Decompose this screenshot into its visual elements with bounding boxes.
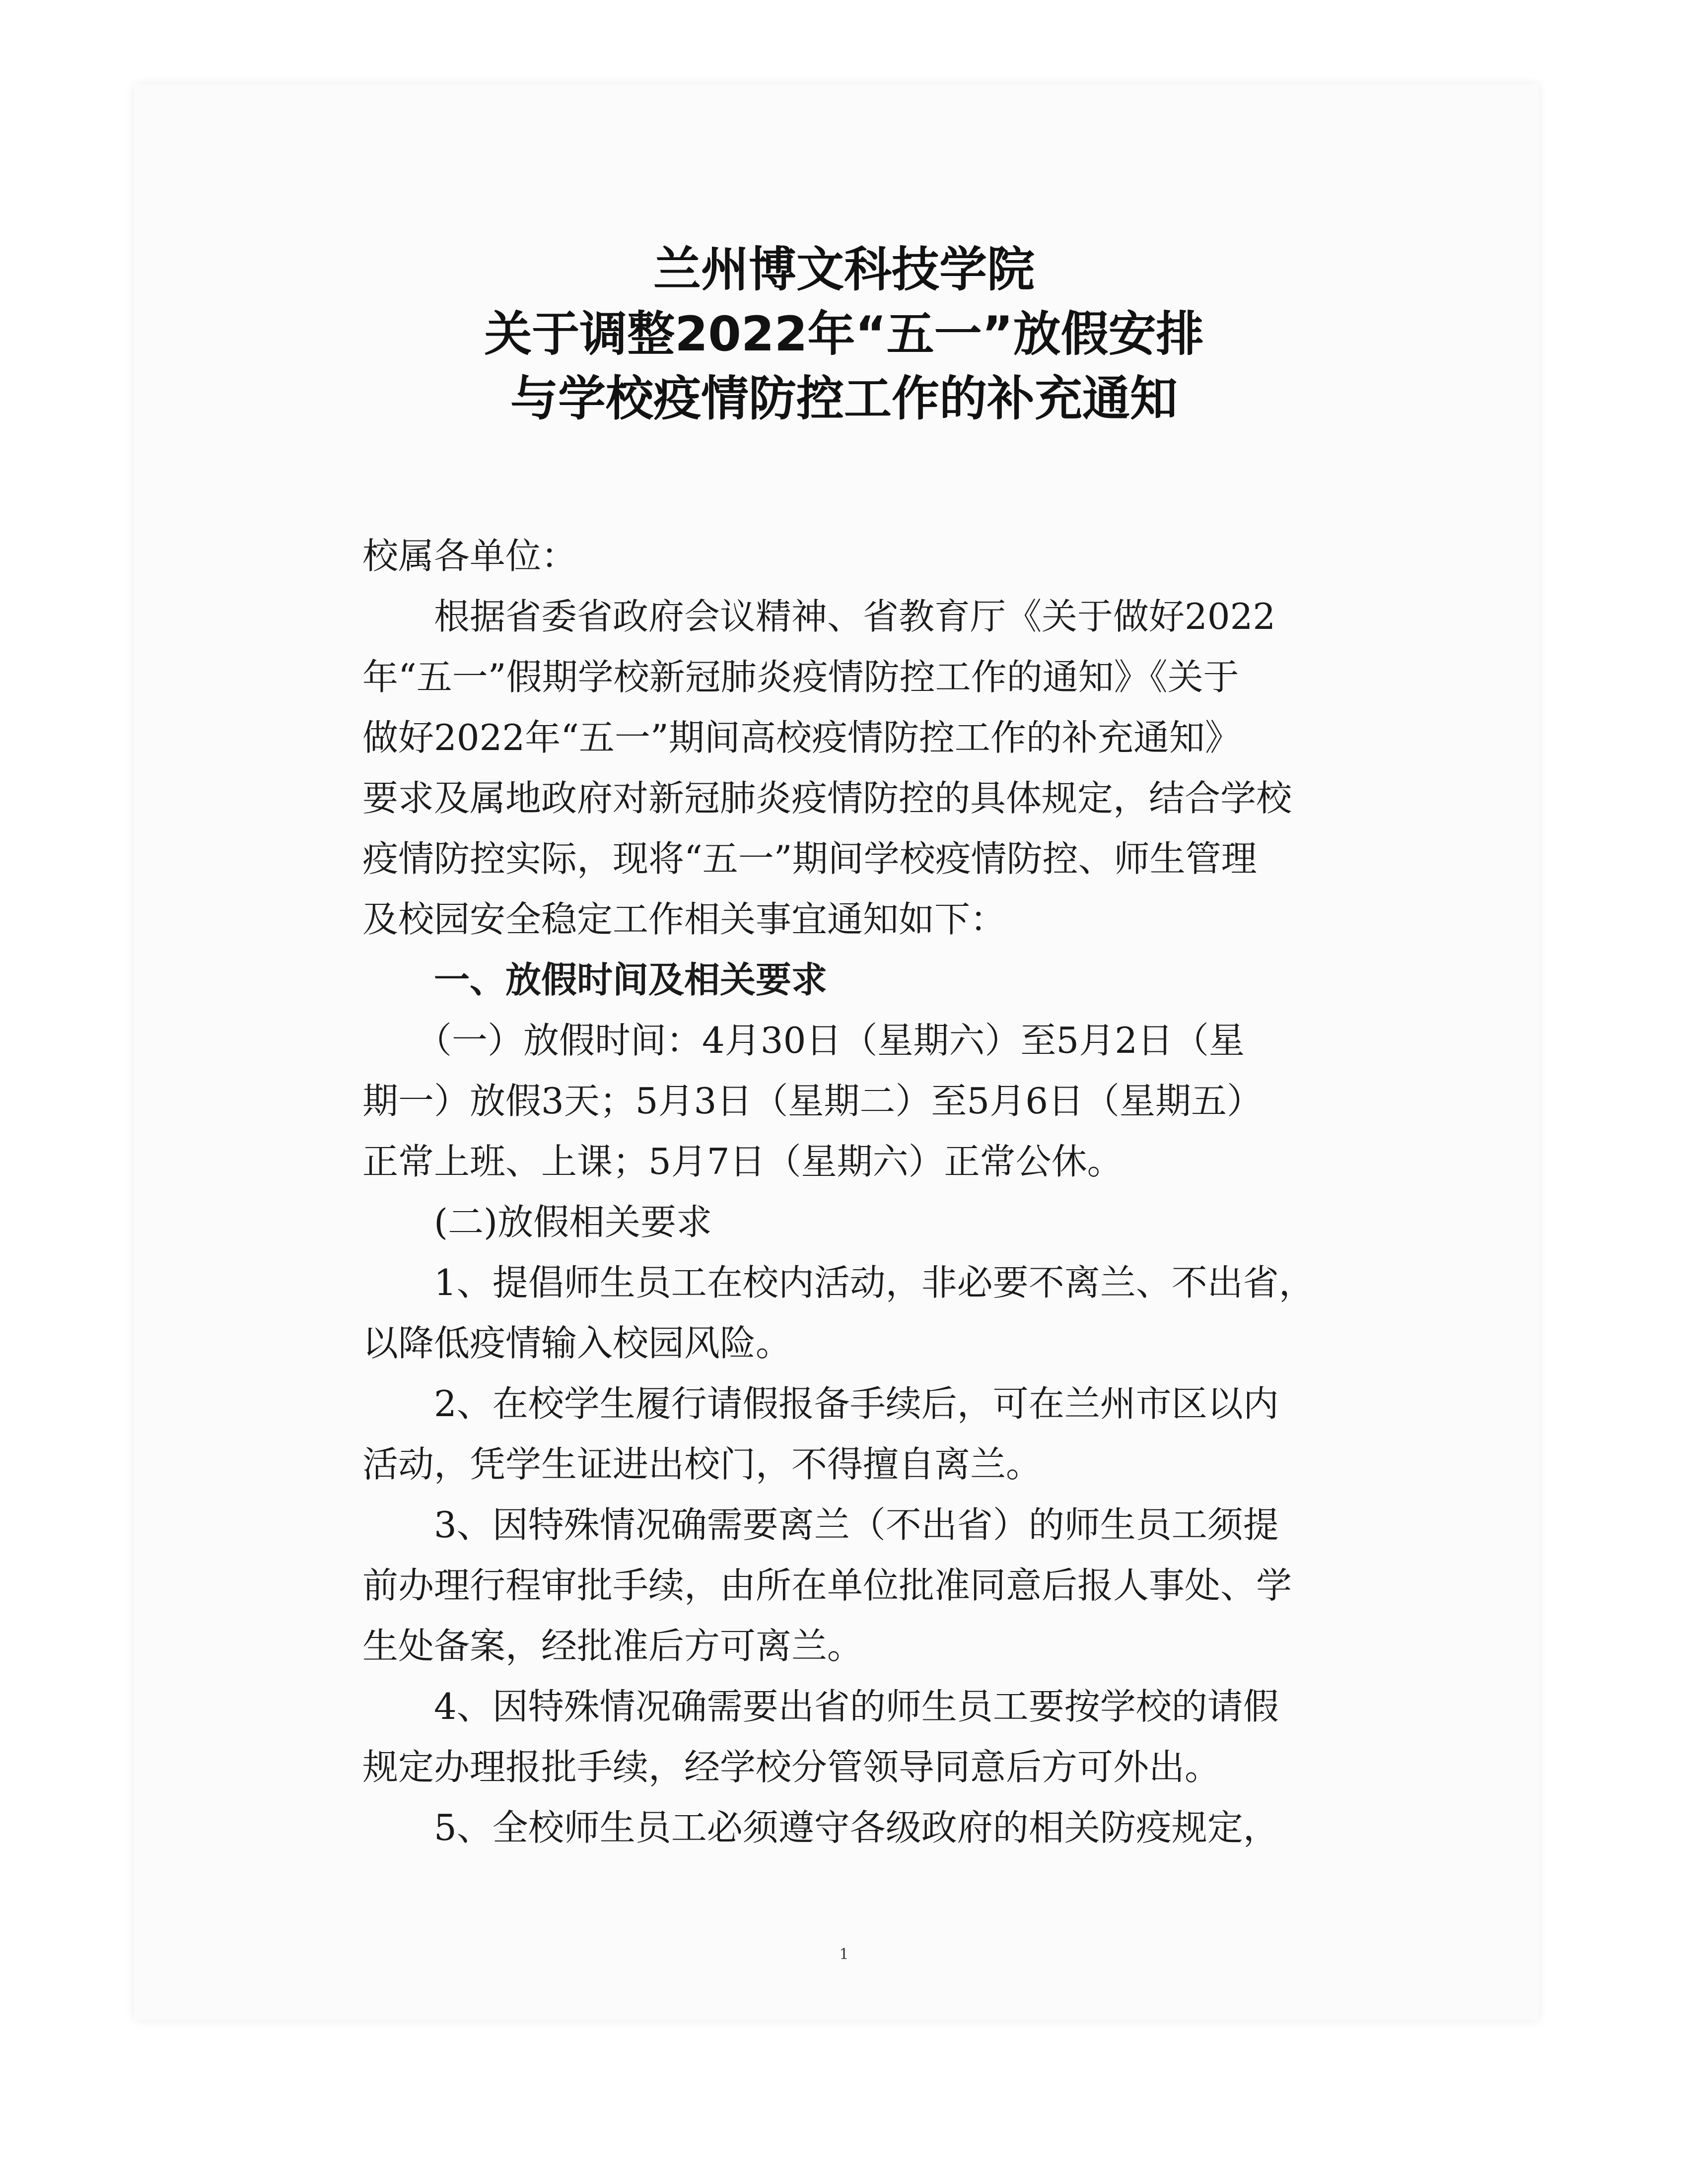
item-line: 5、全校师生员工必须遵守各级政府的相关防疫规定，	[362, 1807, 1279, 1848]
item-line: 4、因特殊情况确需要出省的师生员工要按学校的请假	[362, 1686, 1279, 1727]
intro-line: 做好2022年“五一”期间高校疫情防控工作的补充通知》	[362, 717, 1241, 758]
title-line-2: 关于调整2022年“五一”放假安排	[484, 306, 1204, 362]
item-line: 活动，凭学生证进出校门，不得擅自离兰。	[362, 1443, 1042, 1485]
sub1-line: （一）放假时间：4月30日（星期六）至5月2日（星	[362, 1020, 1245, 1061]
item-line: 规定办理报批手续，经学校分管领导同意后方可外出。	[362, 1746, 1221, 1788]
title-line-3: 与学校疫情防控工作的补充通知	[510, 371, 1178, 426]
item-line: 1、提倡师生员工在校内活动，非必要不离兰、不出省，	[362, 1262, 1315, 1303]
item-line: 生处备案，经批准后方可离兰。	[362, 1625, 863, 1667]
intro-line: 及校园安全稳定工作相关事宜通知如下：	[362, 898, 1006, 940]
intro-line: 疫情防控实际，现将“五一”期间学校疫情防控、师生管理	[362, 838, 1257, 880]
item-line: 3、因特殊情况确需要离兰（不出省）的师生员工须提	[362, 1504, 1279, 1546]
title-line-1: 兰州博文科技学院	[653, 242, 1035, 297]
sub1-line: 期一）放假3天；5月3日（星期二）至5月6日（星期五）	[362, 1080, 1263, 1122]
intro-line: 年“五一”假期学校新冠肺炎疫情防控工作的通知》《关于	[362, 656, 1239, 698]
sub1-line: 正常上班、上课；5月7日（星期六）正常公休。	[362, 1141, 1123, 1182]
page-number: 1	[839, 1946, 849, 1963]
intro-line: 要求及属地政府对新冠肺炎疫情防控的具体规定，结合学校	[362, 777, 1292, 819]
salutation: 校属各单位：	[362, 535, 577, 577]
section-1-heading: 一、放假时间及相关要求	[362, 959, 828, 1001]
intro-line: 根据省委省政府会议精神、省教育厅《关于做好2022	[362, 596, 1276, 637]
item-line: 以降低疫情输入校园风险。	[362, 1322, 792, 1364]
item-line: 2、在校学生履行请假报备手续后，可在兰州市区以内	[362, 1383, 1279, 1425]
sub2-heading: (二)放假相关要求	[362, 1201, 712, 1243]
item-line: 前办理行程审批手续，由所在单位批准同意后报人事处、学	[362, 1565, 1292, 1606]
